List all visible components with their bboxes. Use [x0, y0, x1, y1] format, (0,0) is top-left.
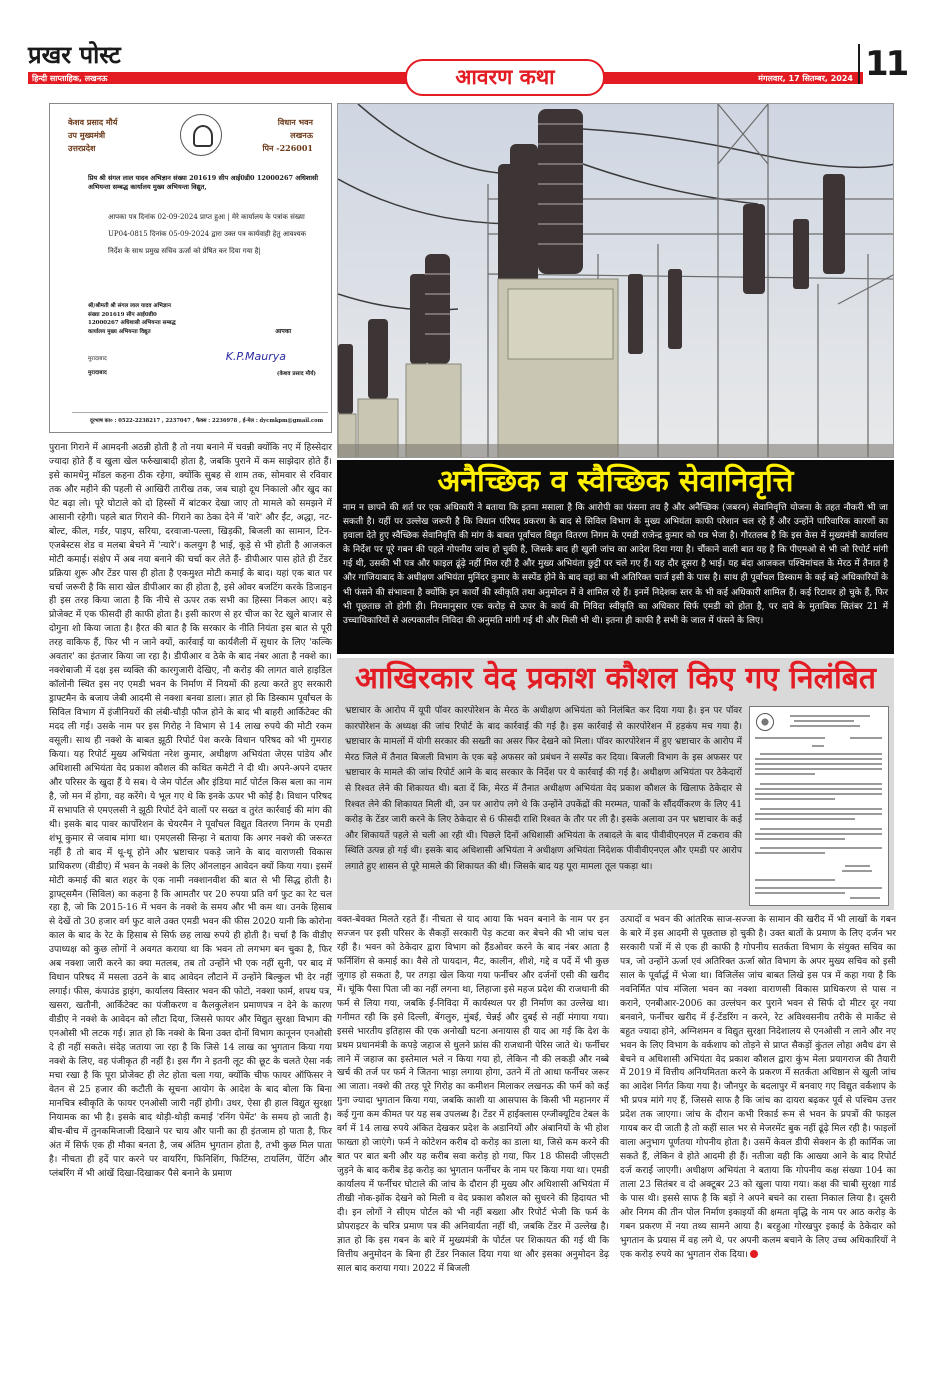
- letter-copy-to: श्री/श्रीमती श्री संगल लाल यादव अभिज्ञान संख्या 201619 सीप आई0डी0 12000267 अधिशासी अभियन्ता सम्बद्ध कार्यालय मुख्य अभियन्ता विद्युत: [88, 303, 176, 335]
- sender-state: उत्तरप्रदेश: [68, 143, 96, 153]
- column-text: उत्पादों व भवन की आंतरिक साज-सज्जा के सामान की खरीद में भी लाखों के गबन के बारे में इस आदमी से पूछताछ हो चुकी है। उक्त बातों के प्रमाण के लिए दर्जन भर सरकारी पत्रों में से एक ही काफी है गोपनीय सतर्कता विभाग के संयुक्त सचिव का पत्र, जो उन्होंने ऊर्जा एवं अतिरिक्त ऊर्जा स्रोत विभाग के अपर मुख्य सचिव को इसी साल के पूर्वार्द्ध में भेजा था। विजिलेंस जांच बाबत लिखे इस पत्र में कहा गया है कि नवनिर्मित पांच मंजिला भवन का नक्शा वाराणसी विकास प्राधिकरण से पास न कराने, एनबीआर-2006 का उल्लंघन कर पुराने भवन से सिर्फ दो मीटर दूर नया बनवाने, फर्नीचर खरीद में ई-टेंडरिंग न करने, रेट अविश्वसनीय तरीके से मार्केट से बहुत ज्यादा होने, अग्निशमन व विद्युत सुरक्षा निदेशालय से एनओसी न लाने और नए भवन के लिए विभाग के वर्कशाप को तोड़ने से प्राप्त सैकड़ों कुंतल लोहा अवैध ढंग से बेचने व अधिशासी अभियंता वेद प्रकाश कौशल द्वारा कुंभ मेला प्रयागराज की तैयारी में 2019 में वित्तीय अनियमितता करने के प्रकरण में सतर्कता अधिष्ठान से खुली जांच का आदेश निर्गत किया गया है। जौनपुर के बदलापुर में बनवाए गए विद्युत वर्कशाप के भी प्रपत्र मांगे गए हैं, जिससे साफ है कि जांच का दायरा बढ़कर पूर्व से पश्चिम उत्तर प्रदेश तक जाएगा। जांच के दौरान कभी रिकार्ड रूम से भवन के प्रपत्रों की फाइल गायब कर दी जाती है तो कहीं साल भर से मेजरमेंट बुक नहीं ढूंढ़े मिल रही है। फाइलों वाला अनुभाग पूर्णतया गोपनीय होता है। उसमें केवल डीपी सेक्शन के ही कार्मिक जा सकते हैं, लेकिन वे होते आदमी ही हैं। नतीजा वही कि आख्या आने के बाद रिपोर्ट दर्ज कराई जाएगी। अधीक्षण अभियंता ने बताया कि गोपनीय कक्ष संख्या 104 का ताला 23 सितंबर व दो अक्टूबर 23 को खुला पाया गया। कक्ष की चाबी सुरक्षा गार्ड के पास थी। इससे साफ है कि बड़ों ने अपने बचने का रास्ता निकाल लिया है। दूसरी ओर निगम की तीन पोल निर्माण इकाइयों की क्षमता वृद्धि के नाम पर आठ करोड़ के गबन प्रकरण में नया तथ्य सामने आया है। बरहुआ गोरखपुर इकाई के ठेकेदार को भुगतान के प्रयास में वह लगे थे, पर अपनी कलम बचाने के लिए उच्च अधिकारियों ने एक करोड़ रुपये का भुगतान रोक दिया।: [620, 915, 896, 1260]
- letter-place: मुरादाबाद: [88, 356, 107, 362]
- sender-designation: उप मुख्यमंत्री: [68, 130, 106, 140]
- corporation-seal-icon: [756, 713, 774, 731]
- sender-name: केशव प्रसाद मौर्य: [68, 117, 118, 127]
- edition-subtitle: हिन्दी साप्ताहिक, लखनऊ: [32, 74, 108, 83]
- letter-sender: [68, 116, 117, 155]
- box-heading: अनैच्छिक व स्वैच्छिक सेवानिवृत्ति: [437, 464, 794, 499]
- letter-contact: दूरभाष का० : 0522-2238217 , 2237047 , फैक्स : 2236978 , ई-मेल : dycmkpm@gmail.com: [90, 418, 324, 424]
- end-of-article-dot-icon: [750, 1250, 758, 1258]
- letter-recipient: प्रिय श्री संगल लाल यादव अभिज्ञान संख्या 201619 सीप आई0डी0 12000267 अधिशासी अभियन्ता सम्बद्ध कार्यालय मुख्य अभियन्ता विद्युत,: [88, 174, 319, 191]
- signature: K.P.Maurya: [225, 350, 286, 363]
- box-text: नाम न छापने की शर्त पर एक अधिकारी ने बताया कि इतना मसाला है कि आरोपी का फंसना तय है और अनैच्छिक (जबरन) सेवानिवृत्ति योजना के तहत नौकरी भी जा सकती है। यहीं पर उल्लेख जरूरी है कि विधान परिषद प्रकरण के बाद से सिविल विभाग के मुख्य अभियंता काफी परेशान चल रहे हैं और उन्होंने पारिवारिक कारणों का हवाला देते हुए स्वैच्छिक सेवानिवृत्ति की मांग के बाबत पूर्वांचल विद्युत वितरण निगम के एमडी राजेन्द्र कुमार को पत्र भेजा है। गौरतलब है कि इस केस में मुख्यमंत्री कार्यालय के निर्देश पर पूरे गबन की पहले गोपनीय जांच हो चुकी है, जिसके बाद ही खुली जांच का आदेश दिया गया है। चौंकाने वाली बात यह है कि पीएमओ से भी जो रिपोर्ट मांगी गई थी, उसकी भी पत्र और फाइल ढूंढ़े नहीं मिल रही है और मुख्य अभियंता छुट्टी पर चले गए हैं। यह दौर दूसरा है भाई। यह बंदा आजकल पश्चिमांचल के मेरठ में तैनात है और गाजियाबाद के अधीक्षण अभियंता मुनिंदर कुमार के सस्पेंड होने के बाद वहां का भी अतिरिक्त चार्ज इसी के पास है। साथ ही पूर्वांचल डिस्काम के कई बड़े अधिकारियों के भी फंसने की संभावना है क्योंकि इन कार्यों की स्वीकृति तथा अनुमोदन में वे शामिल रहे हैं। इनमें निदेशक स्तर के भी कई अधिकारी शामिल हैं। कई रिटायर हो चुके हैं, फिर भी पूछताछ तो होगी ही। नियमानुसार एक करोड़ से ऊपर के कार्य की निविदा स्वीकृति का अधिकार सिर्फ एमडी को होता है, पर दावे के मुताबिक सितंबर 21 में उच्चाधिकारियों से अल्पकालीन निविदा की अनुमति मांगी गई थी और मिली भी थी। इतना ही काफी है सभी के जाल में फंसने के लिए।: [343, 503, 888, 626]
- letter-divider: [72, 412, 328, 413]
- address-line: लखनऊ: [290, 130, 313, 140]
- letter-place: मुरादाबाद: [88, 370, 107, 376]
- address-pin: पिन -226001: [262, 143, 313, 153]
- up-government-emblem-icon: [180, 114, 222, 156]
- letter-body: आपका पत्र दिनांक 02-09-2024 प्राप्त हुआ | मेरे कार्यालय के पत्रांक संख्या UP04-0815 दिनांक 05-09-2024 द्वारा उक्त पत्र कार्यवाही हेतु आवश्यक निर्देश के साथ प्रमुख सचिव ऊर्जा को प्रेषित कर दिया गया है|: [108, 213, 307, 255]
- article-column-right: [620, 914, 896, 1263]
- suspension-order-document: [749, 706, 889, 906]
- article-column-left: पुराना गिराने में आमदनी अठन्नी होती है तो नया बनाने में चवन्नी क्योंकि नए में हिस्सेदार ज्यादा होते हैं व खुला खेल फर्रुखाबादी होता है, जबकि पुराने में कम साझेदार होते हैं। इसे कामधेनु मॉडल कहना ठीक रहेगा, क्योंकि सुबह से शाम तक, सोमवार से रविवार तक और महीने की पहली से आखिरी तारीख तक, जब चाहो दूध निकालो और खुद का पेट बढ़ा लो। पूरे घोटाले को दो हिस्सों में बांटकर देखा जाए तो मामले को समझने में आसानी रहेगी। पहले बात गिराने की- गिराने का ठेका देने में 'वारे' और ईंट, अद्धा, नट-बोल्ट, कील, गर्डर, पाइप, सरिया, दरवाजा-पल्ला, खिड़की, बिजली का सामान, टिन-एजबेस्टस शेड व मलबा बेचने में 'न्यारे'। कलयुग है भाई, कूड़े से भी होती है आजकल मोटी कमाई। संक्षेप में अब नया बनाने की चर्चा कर लेते हैं- डीपीआर पास होते ही टेंडर प्रक्रिया शुरू और टेंडर पास ही होता है एकमुश्त मोटी कमाई के बाद। यहां एक बात पर चर्चा जरूरी है कि सारा खेल डीपीआर का ही होता है, इसे ओवर बजटिंग करके डिजाइन ही इस तरह किया जाता है कि नीचे से ऊपर तक सभी का हिस्सा निकल आए। बड़े प्रोजेक्ट में एक फीसदी ही काफी होता है। इसी कारण से हर चीज का रेट खुले बाजार से दोगुना शो किया जाता है। हैरत की बात है कि सरकार के नीति नियंता इस बात से पूरी तरह वाकिफ हैं, फिर भी न जाने क्यों, कार्रवाई या कार्यशैली में सुधार के लिए 'कल्कि अवतार' का इंतजार किया जा रहा है। डीपीआर व ठेके के बाद नंबर आता है नक्शे का। नक्शेबाजी में दक्ष इस व्यक्ति की कारगुजारी देखिए, नौ करोड़ की लागत वाले हाइडिल कॉलोनी स्थित इस नए एमडी भवन के निर्माण में नियमों की हत्या करते हुए सरकारी ड्राफ्टमैन के बजाय जेबी आदमी से नक्शा बनवा डाला। ज्ञात हो कि डिस्काम पूर्वांचल के सिविल विभाग में इंजीनियरों की लंबी-चौड़ी फौज होने के बाद भी बाहरी आर्किटेक्ट की मदद ली गई। उसके नाम पर इस गिरोह ने विभाग से 14 लाख रुपये की मोटी रकम वसूली। साथ ही नक्शे के बाबत झूठी रिपोर्ट पेश करके विधान परिषद को भी गुमराह किया। यह रिपोर्ट मुख्य अभियंता नरेश कुमार, अधीक्षण अभियंता जेएस पांडेय और अधिशासी अभियंता वेद प्रकाश कौशल की कथित कमेटी ने दी थी। अपने-अपने दफ्तर और परिसर के खुदा हैं ये सब। ये जेम पोर्टल और इंडिया मार्ट पोर्टल किस बला का नाम है, जो मन में होगा, वह करेंगे। ये भूल गए थे कि इनके ऊपर भी कोई है। विधान परिषद में सभापति से एमएलसी ने झूठी रिपोर्ट देने वालों पर सख्त व तुरंत कार्रवाई की मांग की थी। इसके बाद पावर कार्पोरेशन के चेयरमैन ने पूर्वांचल विद्युत वितरण निगम के एमडी शंभू कुमार से जवाब मांगा था। एमएलसी सिन्हा ने बताया कि अगर नक्शे की जरूरत नहीं है तो बाद में थू-थू होने और भ्रष्टाचार पकड़े जाने के बाद वाराणसी विकास प्राधिकरण (वीडीए) में भवन के नक्शे के लिए ऑनलाइन आवेदन क्यों किया गया। इसमें मोटी कमाई की बात शहर के एक नामी नक्शानवीश की बात से भी सिद्ध होती है। ड्राफ्ट्समैन (सिविल) का कहना है कि आमतौर पर 20 रुपया प्रति वर्ग फुट का रेट चल रहा है, जो कि 2015-16 में भवन के नक्शे के समय और भी कम था। उनके हिसाब से देखें तो 30 हजार वर्ग फुट वाले उक्त एमडी भवन की फीस 2020 यानी कि कोरोना काल के बाद के रेट के हिसाब से सिर्फ छह लाख रुपये ही होती है। चर्चा है कि वीडीए उपाध्यक्ष को कुछ लोगों ने अवगत कराया था कि भवन तो लगभग बन चुका है, फिर अब नक्शा जारी करने का क्या मतलब, तब तो उन्होंने भी एक नहीं सुनी, पर बाद में विधान परिषद में मसला उठने के बाद आवेदन लौटाने में उन्होंने बिल्कुल भी देर नहीं लगाई। फीस, कंपाउंड ड्राइंग, कार्यालय विस्तार भवन की फोटो, नक्शा फार्म, शपथ पत्र, खसरा, खतौनी, आर्किटेक्ट का पंजीकरण व कैलकुलेशन प्रमाणपत्र न देने के कारण वीडीए ने नक्शे के आवेदन को लौटा दिया, जिससे फायर और विद्युत सुरक्षा विभाग की एनओसी भी लटक गई। ज्ञात हो कि नक्शे के बिना उक्त दोनों विभाग कानूनन एनओसी दे ही नहीं सकते। संदेह जताया जा रहा है कि जिसे 14 लाख का भुगतान किया गया नक्शे के लिए, वह पंजीकृत ही नहीं है। इस गैंग ने इतनी लूट की छूट के चलते ऐसा नर्क मचा रखा है कि पूरा प्रोजेक्ट ही लेट होता चला गया, क्योंकि चीफ फायर ऑफिसर ने वेतन से 25 हजार की कटौती के सूचना आयोग के आदेश के बाद बोला कि बिना मानचित्र स्वीकृति के फायर एनओसी जारी नहीं होगी। उधर, ऐसा ही हाल विद्युत सुरक्षा नियामक का भी है। इसके बाद थोड़ी-थोड़ी कमाई 'रनिंग पेमेंट' के समय हो जाती है। बीच-बीच में तुनकमिजाजी दिखाने पर चाय और पानी का ही इंतजाम हो पाता है, फिर अंत में सिर्फ एक ही मौका बनता है, जब अंतिम भुगतान होता है, तभी कुछ मिल पाता है। नीचता ही हदें पार करने पर वायरिंग, फिनिशिंग, फिटिंग्स, टायलिंग, पेंटिंग और प्लंबरिंग में भी आंखें दिखा-दिखाकर पैसे बनाने के प्रमाण: [49, 443, 332, 1179]
- box-heading: आखिरकार वेद प्रकाश कौशल किए गए निलंबित: [354, 661, 877, 696]
- section-label: आवरण कथा: [405, 59, 605, 96]
- letter-address: [262, 116, 313, 155]
- voluntary-retirement-box: [337, 460, 894, 654]
- newspaper-brand: प्रखर पोस्ट: [28, 41, 121, 69]
- page-number-divider: [858, 44, 860, 84]
- substation-illustration: [338, 104, 894, 458]
- page-number: 11: [865, 44, 907, 84]
- deputy-cm-letter: [49, 103, 332, 433]
- article-column-middle: वक्त-बेवक्त मिलते रहते हैं। नीचता से याद आया कि भवन बनाने के नाम पर इन सज्जन पर इसी परिसर के सैकड़ों सरकारी पेड़ कटवा कर बेचने की भी जांच चल रही है। भवन को ठेकेदार द्वारा विभाग को हैंडओवर करने के बाद नंबर आता है फर्निशिंग से कमाई का। वैसे तो पायदान, मैट, कालीन, शीशे, गद्दे व पर्दे में भी कुछ जुगाड़ हो सकता है, पर तगड़ा खेल किया गया फर्नीचर और दर्जनों एसी की खरीद में। चूंकि पैसा पिता जी का नहीं लगना था, लिहाजा इसे महज प्रदेश की राजधानी की फर्म से लिया गया, जबकि ई-निविदा में कार्यस्थल पर ही निर्माण का उल्लेख था। गनीमत रही कि इसे दिल्ली, बेंगलुरु, मुंबई, चेन्नई और दुबई से नहीं मंगाया गया। इससे भारतीय इतिहास की एक अनोखी घटना अनायास ही याद आ गई कि देश के प्रथम प्रधानमंत्री के कपड़े जहाज से धुलने फ्रांस की राजधानी पेरिस जाते थे। फर्नीचर लाने में जहाज का इस्तेमाल भले न किया गया हो, लेकिन नौ की लकड़ी और नब्बे खर्च की तर्ज पर फर्म ने जितना भाड़ा लगाया होगा, उतने में तो आधा फर्नीचर जरूर आ जाता। नक्शे की तरह पूरे गिरोह का कमीशन मिलाकर लखनऊ की फर्म को कई गुना ज्यादा भुगतान किया गया, जबकि काशी या आसपास के किसी भी महानगर में कई गुना कम कीमत पर यह सब उपलब्ध है। टेंडर में हाईक्लास एग्जीक्यूटिव टेबल के वर्ग में 14 लाख रुपये अंकित देखकर प्रदेश के अडानियों और अंबानियों के भी होश फाख्ता हो जाएंगे। फर्म ने कोटेशन करीब दो करोड़ का डाला था, जिसे कम करने की बात पर बात बनी और यह करीब सवा करोड़ हो गया, फिर 18 फीसदी जीएसटी जुड़ने के बाद करीब डेढ़ करोड़ का भुगतान फर्नीचर के नाम पर किया गया था। एमडी कार्यालय में फर्नीचर घोटाले की जांच के दौरान ही मुख्य और अधिशासी अभियंता में तीखी नोक-झोंक देखने को मिली व वेद प्रकाश कौशल को सुधरने की हिदायत भी दी। इन लोगों ने सीएम पोर्टल को भी नहीं बख्शा और रिपोर्ट भेजी कि फर्म के प्रोपराइटर के चरित्र प्रमाण पत्र की अनिवार्यता नहीं थी, जबकि टेंडर में उल्लेख है। ज्ञात हो कि इस गबन के बारे में मुख्यमंत्री के पोर्टल पर शिकायत की गई थी कि वित्तीय अनुमोदन के बिना ही टेंडर निकाल दिया गया था और इसका अनुमोदन डेढ़ साल बाद कराया गया। 2022 में बिजली: [337, 915, 609, 1274]
- substation-photo: [337, 103, 894, 458]
- suspension-news-box: [337, 658, 894, 910]
- box-text: भ्रष्टाचार के आरोप में यूपी पॉवर कारपोरेशन के मेरठ के अधीक्षण अभियंता को निलंबित कर दिया गया है। इन पर पॉवर कारपोरेशन के अध्यक्ष की जांच रिपोर्ट के बाद कार्रवाई की गई है। इस कार्रवाई से कारपोरेशन में हड़कंप मच गया है। भ्रष्टाचार के मामलों में योगी सरकार की सख्ती का असर फिर देखने को मिला। पॉवर कारपोरेशन में हुए भ्रष्टाचार के आरोप में मेरठ जिले में तैनात बिजली विभाग के एक बड़े अफसर को प्रबंधन ने सस्पेंड कर दिया। बिजली विभाग के इस अफसर पर भ्रष्टाचार के मामले की जांच रिपोर्ट आने के बाद सरकार के निर्देश पर ये कार्रवाई की गई है। अधीक्षण अभियंता पर ठेकेदारों से रिश्वत लेने की शिकायत थी। बता दें कि, मेरठ में तैनात अधीक्षण अभियंता वेद प्रकाश कौशल के खिलाफ ठेकेदार से रिश्वत लेने की शिकायत मिली थी, उन पर आरोप लगे थे कि उन्होंने उपकेंद्रों की मरम्मत, पार्कों के सौंदर्यीकरण के लिए 41 करोड़ के टेंडर जारी करने के लिए ठेकेदार से 6 फीसदी राशि रिश्वत के तौर पर ली है। इसके अलावा उन पर भ्रष्टाचार के कई और शिकायतें पहले से चली आ रही थी। पिछले दिनों अधिशासी अभियंता के तबादले के बाद पीवीवीएनएल में टकराव की स्थिति उत्पन्न हो गई थी। इसके बाद अधिशासी अभियंता ने अधीक्षण अभियंता निदेशक पीवीवीएनएल और एमडी पर आरोप लगाते हुए शासन से पूरे मामले की शिकायत की थी। जिसके बाद यह पूरा मामला तूल पकड़ा था।: [345, 706, 742, 872]
- masthead: [0, 0, 945, 95]
- signatory-name: (केशव प्रसाद मौर्य): [276, 371, 316, 377]
- issue-date: मंगलवार, 17 सितम्बर, 2024: [758, 74, 853, 83]
- letter-closing: आपका: [275, 328, 291, 335]
- address-line: विधान भवन: [277, 117, 313, 127]
